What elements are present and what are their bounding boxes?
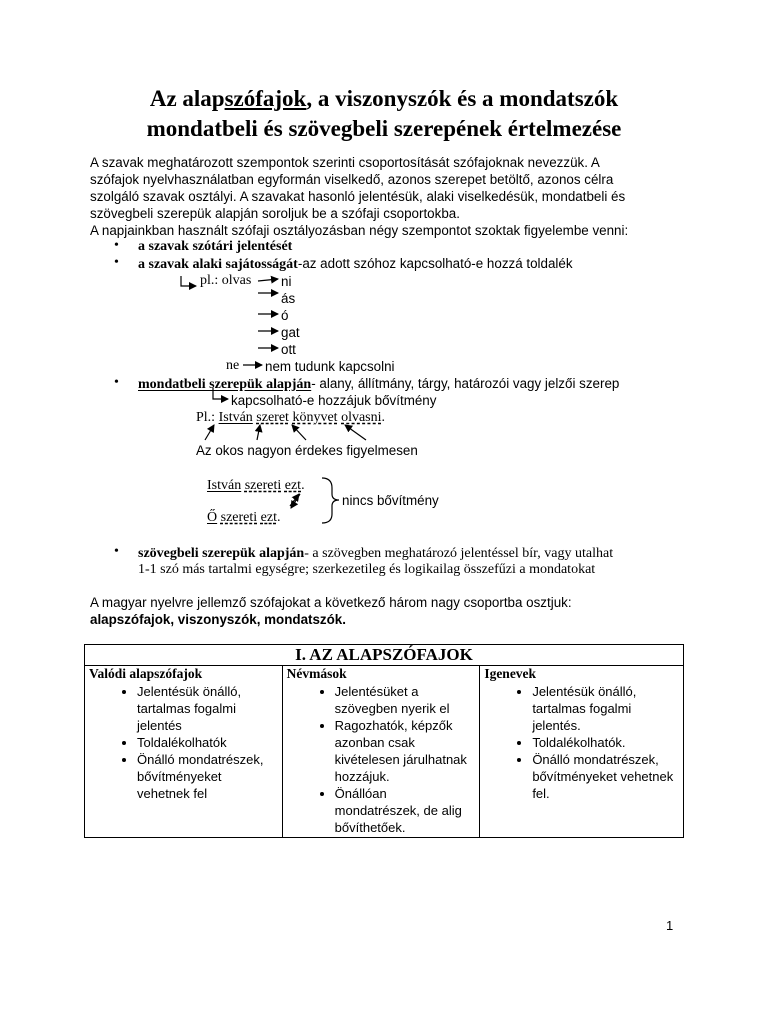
page-number: 1 bbox=[666, 918, 674, 933]
table-item: • Jelentésüket a szövegben nyerik el bbox=[335, 683, 476, 717]
cross-arrow bbox=[291, 494, 300, 508]
ne-note: nem tudunk kapcsolni bbox=[265, 359, 395, 374]
bullet-line-2: 1-1 szó más tartalmi egységre; szerkezetileg és logikailag összefűzi a mondatokat bbox=[138, 562, 596, 577]
title-part: Az alap bbox=[149, 86, 225, 111]
table-item: • Toldalékolhatók bbox=[137, 734, 278, 751]
cross-arrow bbox=[290, 494, 299, 506]
modifier-arrow bbox=[345, 425, 366, 440]
table-item: • Önállóan mondatrészek, de alig bővíthetőek. bbox=[335, 785, 476, 836]
bullet-rest: - a szövegben meghatározó jelentéssel bír, vagy utalhat bbox=[304, 546, 614, 561]
nincs-bovitmeny-note: nincs bővítmény bbox=[342, 493, 439, 508]
col-title: Valódi alapszófajok bbox=[89, 666, 203, 681]
modifier-arrow bbox=[205, 425, 214, 440]
bullet-marker: • bbox=[114, 255, 119, 270]
table-item: • Jelentésük önálló, tartalmas fogalmi jelentés bbox=[137, 683, 278, 734]
connector-arrow bbox=[181, 276, 196, 286]
title-part: , a viszonyszók és a mondatszók bbox=[306, 86, 619, 111]
word-istvan: István bbox=[207, 478, 242, 493]
intro-line: A szavak meghatározott szempontok szerinti csoportosítását szófajoknak nevezzük. A bbox=[90, 155, 600, 170]
bullet-szotari-jelentes: a szavak szótári jelentését bbox=[138, 239, 293, 254]
word-konyvet: könyvet bbox=[292, 410, 338, 425]
word-ezt: ezt bbox=[260, 510, 277, 525]
col-title: Igenevek bbox=[484, 666, 537, 681]
suffix-arrow bbox=[258, 279, 278, 281]
word-szereti: szereti bbox=[220, 510, 258, 525]
bullet-bold: mondatbeli szerepük alapján bbox=[138, 377, 312, 392]
curly-brace bbox=[322, 478, 339, 523]
alapszofajok-table bbox=[84, 644, 684, 838]
table-header: I. AZ ALAPSZÓFAJOK bbox=[85, 645, 684, 666]
bullet-marker: • bbox=[114, 544, 119, 559]
suffix-ni: ni bbox=[281, 274, 292, 289]
intro-line: szófajok nyelvhasználatban egyformán viselkedő, azonos szerepet betöltő, azonos célra bbox=[90, 172, 614, 187]
table-item: • Jelentésük önálló, tartalmas fogalmi jelentés. bbox=[532, 683, 679, 734]
table-col-nevmasok bbox=[282, 666, 480, 838]
groups-list: alapszófajok, viszonyszók, mondatszók. bbox=[90, 612, 346, 627]
suffix-ott: ott bbox=[281, 342, 296, 357]
modifier-arrow bbox=[292, 425, 306, 440]
table-item: • Önálló mondatrészek, bővítményeket vehetnek fel. bbox=[532, 751, 679, 802]
intro-line: A napjainkban használt szófaji osztályozásban négy szempontot szoktak figyelembe venni: bbox=[90, 223, 629, 238]
table-item: • Önálló mondatrészek, bővítményeket vehetnek fel bbox=[137, 751, 278, 802]
example-istvan-szereti: István szereti ezt. bbox=[207, 478, 305, 493]
suffix-o: ó bbox=[281, 308, 289, 323]
bullet-rest: -az adott szóhoz kapcsolható-e hozzá toldalék bbox=[297, 256, 573, 271]
word-olvasni: olvasni bbox=[341, 410, 382, 425]
suffix-gat: gat bbox=[281, 325, 300, 340]
modifier-words: Az okos nagyon érdekes figyelmesen bbox=[196, 443, 418, 458]
example-dot: . bbox=[381, 410, 386, 425]
table-col-igenevek bbox=[480, 666, 684, 838]
suffix-as: ás bbox=[281, 291, 296, 306]
word-istvan: István bbox=[218, 410, 253, 425]
word-szeret: szeret bbox=[256, 410, 289, 425]
connector-arrow bbox=[213, 388, 228, 399]
word-o: Ő bbox=[207, 510, 218, 525]
example-olvas: pl.: olvas bbox=[200, 273, 252, 288]
table-col-valodi bbox=[85, 666, 283, 838]
bullet-bold: a szavak alaki sajátosságát bbox=[138, 257, 298, 272]
title-underlined-word: szófajok bbox=[224, 86, 307, 111]
table-item: • Toldalékolhatók. bbox=[532, 734, 679, 751]
bullet-marker: • bbox=[114, 238, 119, 253]
title-line-2: mondatbeli és szövegbeli szerepének értelmezése bbox=[146, 116, 622, 141]
word-ezt: ezt bbox=[284, 478, 302, 493]
example-ne: ne bbox=[226, 358, 240, 373]
modifier-arrow bbox=[257, 425, 260, 440]
col-title: Névmások bbox=[286, 666, 347, 681]
example-o-szereti: Ő szereti ezt. bbox=[207, 510, 281, 525]
example-pl: Pl.: bbox=[196, 410, 219, 425]
bullet-rest: - alany, állítmány, tárgy, határozói vagy jelzői szerep bbox=[311, 376, 620, 391]
intro-line: szolgáló szavak osztályi. A szavakat hasonló jelentésük, alaki viselkedésük, mondatbeli és bbox=[90, 189, 626, 204]
groups-intro: A magyar nyelvre jellemző szófajokat a következő három nagy csoportba osztjuk: bbox=[90, 595, 572, 610]
bullet-bold: szövegbeli szerepük alapján bbox=[138, 546, 305, 561]
bullet-sub-note: kapcsolható-e hozzájuk bővítmény bbox=[231, 393, 437, 408]
bullet-marker: • bbox=[114, 375, 119, 390]
table-item: • Ragozhatók, képzők azonban csak kivételesen járulhatnak hozzájuk. bbox=[335, 717, 476, 785]
intro-line: szövegbeli szerepük alapján soroljuk be a szófaji csoportokba. bbox=[90, 206, 460, 221]
word-szereti: szereti bbox=[244, 478, 282, 493]
